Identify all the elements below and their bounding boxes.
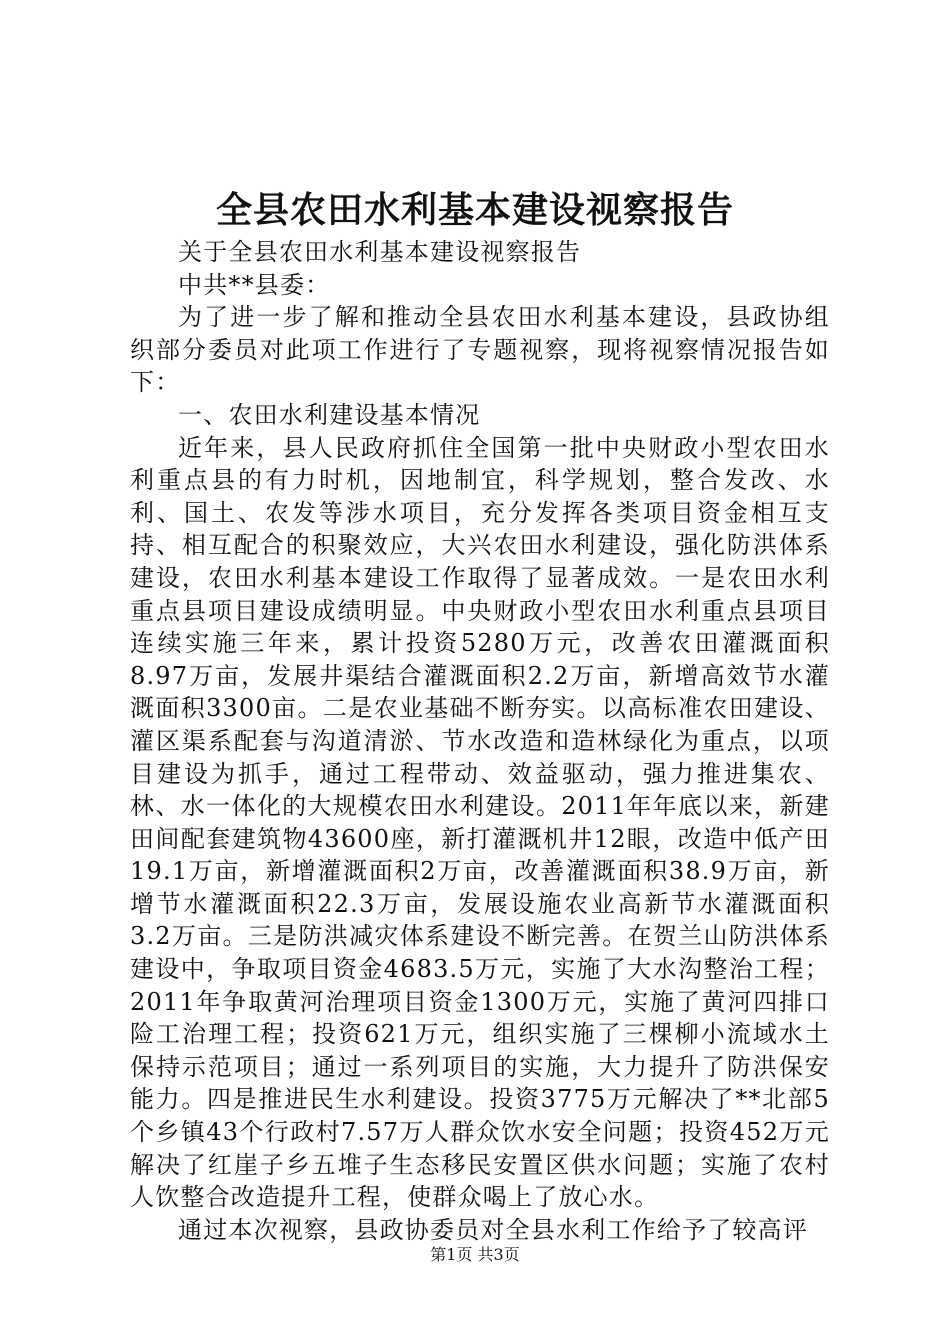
- paragraph-addressee: 中共**县委：: [178, 270, 331, 299]
- paragraph-continued: 通过本次视察，县政协委员对全县水利工作给予了较高评: [178, 1215, 808, 1244]
- section-heading: 一、农田水利建设基本情况: [178, 400, 481, 429]
- document-body: [130, 236, 830, 1246]
- page-number: 第1页 共3页: [430, 1245, 520, 1264]
- paragraph-subtitle: 关于全县农田水利基本建设视察报告: [178, 238, 582, 266]
- document-title: 全县农田水利基本建设视察报告: [215, 189, 734, 231]
- paragraph-body: 近年来，县人民政府抓住全国第一批中央财政小型农田水利重点县的有力时机，因地制宜，科学规划，整合发改、水利、国土、农发等涉水项目，充分发挥各类项目资金相互支持、相互配合的积聚效应，大兴农田水利建设，强化防洪体系建设，农田水利基本建设工作取得了显著成效。一是农田水利重点县项目建设成绩明显。中央财政小型农田水利重点县项目连续实施三年来，累计投资5280万元，改善农田灌溉面积8.97万亩，发展井渠结合灌溉面积2.2万亩，新增高效节水灌溉面积3300亩。二是农业基础不断夯实。以高标准农田建设、灌区渠系配套与沟道清淤、节水改造和造林绿化为重点，以项目建设为抓手，通过工程带动、效益驱动，强力推进集农、林、水一体化的大规模农田水利建设。2011年年底以来，新建田间配套建筑物43600座，新打灌溉机井12眼，改造中低产田19.1万亩，新增灌溉面积2万亩，改善灌溉面积38.9万亩，新增节水灌溉面积22.3万亩，发展设施农业高新节水灌溉面积3.2万亩。三是防洪减灾体系建设不断完善。在贺兰山防洪体系建设中，争取项目资金4683.5万元，实施了大水沟整治工程；2011年争取黄河治理项目资金1300万元，实施了黄河四排口险工治理工程；投资621万元，组织实施了三棵柳小流域水土保持示范项目；通过一系列项目的实施，大力提升了防洪保安能力。四是推进民生水利建设。投资3775万元解决了**北部5个乡镇43个行政村7.57万人群众饮水安全问题；投资452万元解决了红崖子乡五堆子生态移民安置区供水问题；实施了农村人饮整合改造提升工程，使群众喝上了放心水。: [130, 433, 830, 1212]
- paragraph-intro: 为了进一步了解和推动全县农田水利基本建设，县政协组织部分委员对此项工作进行了专题视察，现将视察情况报告如下：: [130, 303, 830, 397]
